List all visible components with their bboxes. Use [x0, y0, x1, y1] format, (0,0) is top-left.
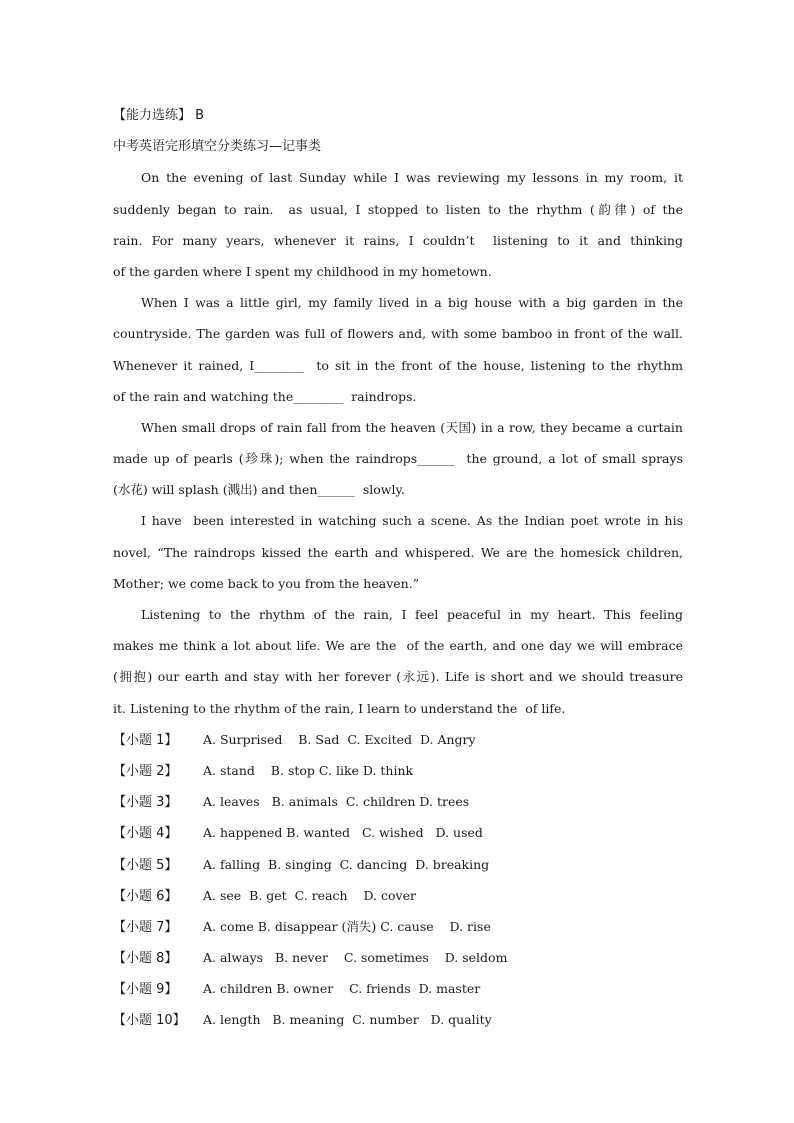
question-options: A. children B. owner C. friends D. master: [203, 981, 481, 997]
question-item: [113, 973, 683, 1004]
document-page: [113, 100, 683, 1036]
passage-line: (拥抱) our earth and stay with her forever (永远). Life is short and we should treasure: [113, 669, 683, 685]
passage-line: Mother; we come back to you from the heaven.”: [113, 575, 420, 591]
question-label: 【小题 7】: [113, 919, 178, 935]
passage-line: Listening to the rhythm of the rain, I feel peaceful in my heart. This feeling: [141, 607, 683, 622]
passage-line: When I was a little girl, my family lived in a big house with a big garden in the: [141, 295, 683, 311]
question-label: 【小题 10】: [113, 1013, 186, 1029]
passage-line: suddenly began to rain. as usual, I stopped to listen to the rhythm (韵律) of the: [113, 201, 683, 217]
passage-line: it. Listening to the rhythm of the rain, I learn to understand the of life.: [113, 700, 566, 716]
question-options: A. Surprised B. Sad C. Excited D. Angry: [203, 731, 476, 747]
question-label: 【小题 6】: [113, 888, 178, 904]
question-item: [113, 880, 683, 911]
question-item: [113, 817, 683, 848]
question-options: A. always B. never C. sometimes D. seldom: [203, 950, 508, 966]
passage-line: of the rain and watching the________ raindrops.: [113, 388, 417, 404]
question-options: A. falling B. singing C. dancing D. breaking: [203, 856, 490, 872]
question-label: 【小题 5】: [113, 857, 178, 873]
question-label: 【小题 1】: [113, 732, 178, 748]
passage-line: Whenever it rained, I________ to sit in the front of the house, listening to the rhythm: [113, 357, 683, 373]
question-item: [113, 755, 683, 786]
question-list: [113, 724, 683, 1036]
question-options: A. stand B. stop C. like D. think: [203, 762, 414, 778]
question-label: 【小题 8】: [113, 951, 178, 967]
question-item: [113, 1004, 683, 1035]
passage-line: novel, “The raindrops kissed the earth and whispered. We are the homesick children,: [113, 544, 683, 560]
passage-line: I have been interested in watching such a scene. As the Indian poet wrote in his: [141, 513, 683, 529]
passage: [113, 162, 683, 723]
passage-line: On the evening of last Sunday while I was reviewing my lessons in my room, it: [141, 170, 683, 186]
passage-line: countryside. The garden was full of flowers and, with some bamboo in front of the wall.: [113, 326, 683, 342]
passage-line: makes me think a lot about life. We are the of the earth, and one day we will embrace: [113, 638, 683, 654]
passage-line: rain. For many years, whenever it rains, I couldn’t listening to it and thinking: [113, 232, 683, 248]
question-item: [113, 849, 683, 880]
question-options: A. length B. meaning C. number D. quality: [203, 1012, 492, 1028]
question-options: A. come B. disappear (消失) C. cause D. rise: [203, 918, 491, 934]
question-options: A. leaves B. animals C. children D. trees: [203, 794, 470, 810]
document-title: 中考英语完形填空分类练习—记事类: [113, 139, 322, 155]
question-label: 【小题 2】: [113, 763, 178, 779]
passage-line: (水花) will splash (溅出) and then______ slowly.: [113, 482, 405, 498]
section-label: 【能力选练】 B: [113, 108, 205, 123]
passage-line: made up of pearls (珍珠); when the raindrops______ the ground, a lot of small sprays: [113, 451, 683, 467]
question-item: [113, 942, 683, 973]
question-item: [113, 786, 683, 817]
question-options: A. happened B. wanted C. wished D. used: [203, 825, 483, 841]
question-item: [113, 911, 683, 942]
passage-line: of the garden where I spent my childhood in my hometown.: [113, 263, 492, 279]
passage-line: When small drops of rain fall from the heaven (天国) in a row, they became a curtain: [141, 419, 683, 435]
question-label: 【小题 9】: [113, 982, 178, 998]
question-label: 【小题 3】: [113, 795, 178, 811]
question-options: A. see B. get C. reach D. cover: [203, 887, 416, 903]
question-item: [113, 724, 683, 755]
question-label: 【小题 4】: [113, 826, 178, 842]
